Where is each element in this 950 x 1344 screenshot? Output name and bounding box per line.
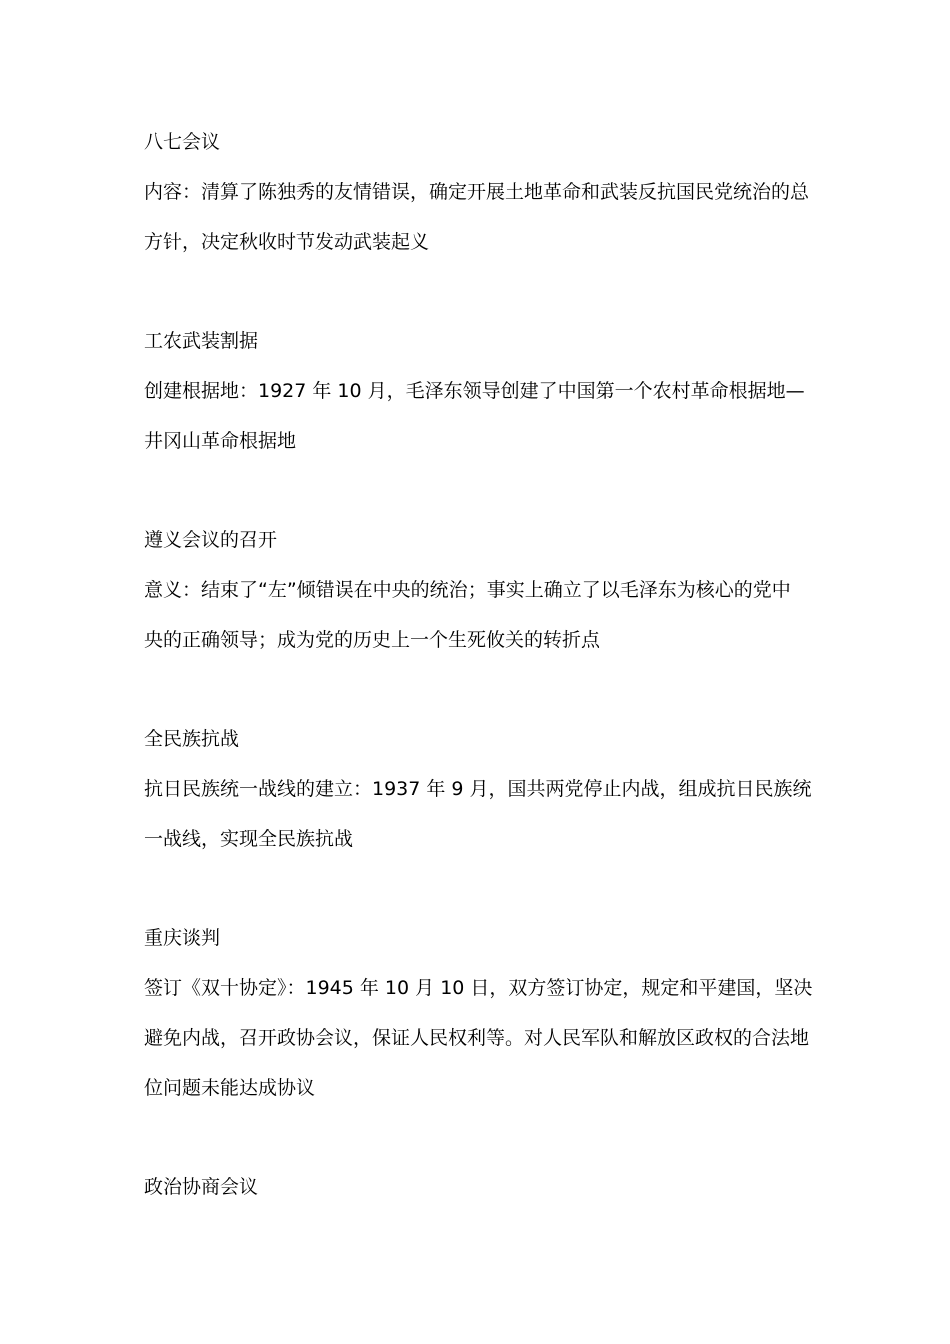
- section-body-line: 位问题未能达成协议: [144, 1077, 316, 1099]
- section-body-line: 意义：结束了“左”倾错误在中央的统治；事实上确立了以毛泽东为核心的党中: [144, 579, 791, 601]
- section-body-line: 内容：清算了陈独秀的友情错误，确定开展土地革命和武装反抗国民党统治的总: [144, 181, 810, 203]
- section-body-line: 一战线，实现全民族抗战: [144, 828, 354, 850]
- section-body-line: 抗日民族统一战线的建立：1937 年 9 月，国共两党停止内战，组成抗日民族统: [144, 778, 812, 800]
- section-heading: 重庆谈判: [144, 927, 221, 949]
- section-body-line: 央的正确领导；成为党的历史上一个生死攸关的转折点: [144, 629, 601, 651]
- section-body-line: 签订《双十协定》：1945 年 10 月 10 日，双方签订协定，规定和平建国，坚决: [144, 977, 813, 999]
- section-body-line: 方针，决定秋收时节发动武装起义: [144, 231, 430, 253]
- section-body-line: 创建根据地：1927 年 10 月，毛泽东领导创建了中国第一个农村革命根据地—: [144, 380, 805, 402]
- section-heading: 工农武装割据: [144, 330, 259, 352]
- section-heading: 政治协商会议: [144, 1176, 259, 1198]
- section-body-line: 井冈山革命根据地: [144, 430, 297, 452]
- section-heading: 八七会议: [144, 131, 221, 153]
- section-body-line: 避免内战，召开政协会议，保证人民权利等。对人民军队和解放区政权的合法地: [144, 1027, 810, 1049]
- section-heading: 遵义会议的召开: [144, 529, 278, 551]
- section-heading: 全民族抗战: [144, 728, 240, 750]
